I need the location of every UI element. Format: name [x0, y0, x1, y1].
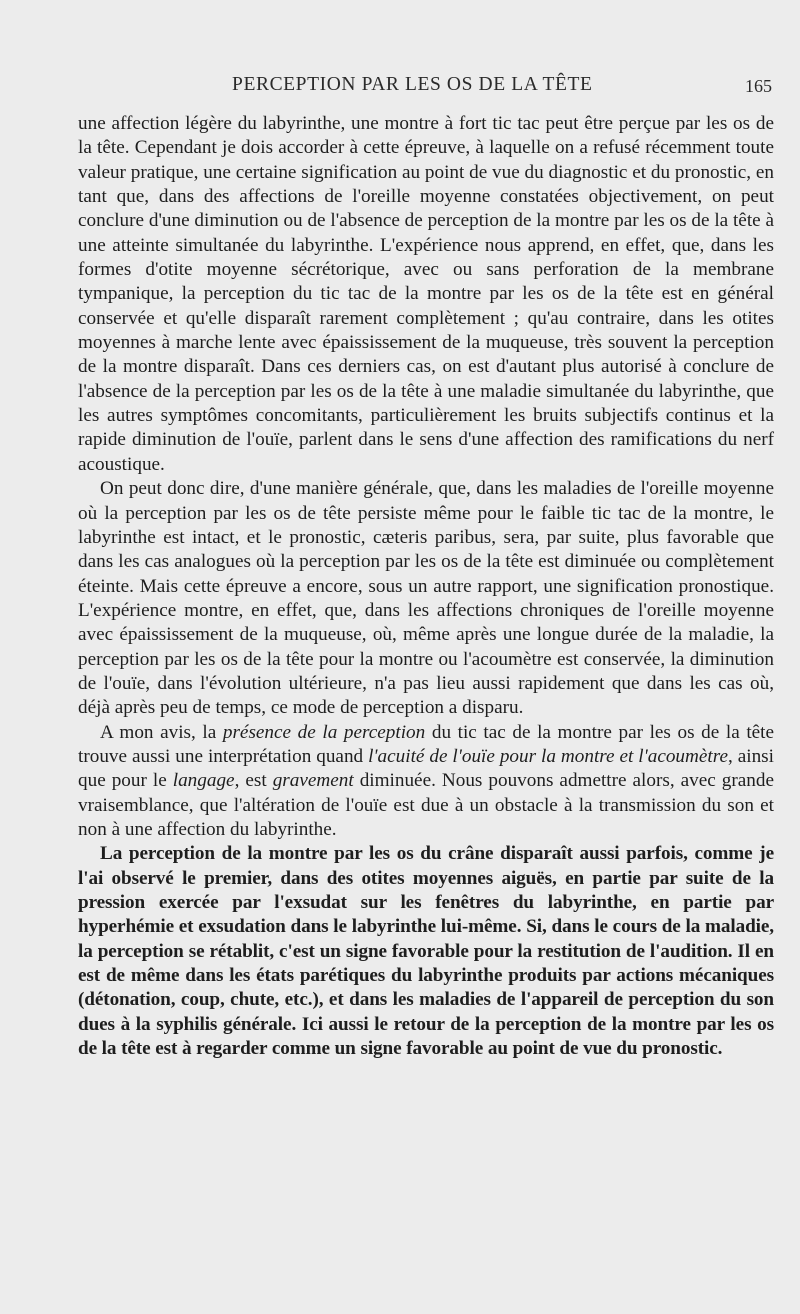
paragraph-2 — [78, 477, 774, 720]
body-text — [78, 112, 774, 1061]
paragraph-1 — [78, 112, 774, 477]
italic-phrase: langage — [172, 770, 235, 792]
page-number: 165 — [745, 76, 772, 96]
paragraph-4 — [78, 842, 774, 1061]
paragraph-3 — [78, 721, 774, 843]
text-run: La perception de la montre par les os du crâne disparaît aussi parfois, comme je l'ai observé le premier, dans des otites moyennes aiguës, en partie par suite de la pression exercée par l'exsudat sur les fenêtres du labyrinthe, en partie par hyperhémie et exsudation dans le labyrinthe lui-même. Si, dans le cours de la maladie, la perception se rétablit, c'est un signe favorable pour la restitution de l'audition. Il en est de même dans les états parétiques du labyrinthe produits par actions mécaniques (détonation, coup, chute, etc.), et dans les maladies de l'appareil de perception du son dues à la syphilis générale. Ici aussi le retour de la perception de la montre par les os de la tête est à regarder comme un signe favorable au point de vue du pronostic. — [78, 843, 774, 1060]
text-run: A mon avis, la — [100, 721, 223, 743]
text-run: , ainsi que pour le — [78, 745, 774, 792]
italic-phrase: gravement — [272, 770, 354, 792]
running-title: PERCEPTION PAR LES OS DE LA TÊTE — [232, 74, 593, 95]
text-run: diminuée. Nous pouvons admettre alors, avec grande vraisemblance, que l'altération de l'ouïe est due à un obstacle à la transmission du son et non à une affection du labyrinthe. — [78, 770, 774, 840]
text-run: , est — [234, 770, 273, 792]
text-run: On peut donc dire, d'une manière générale, que, dans les maladies de l'oreille moyenne où la perception par les os de tête persiste même pour le faible tic tac de la montre, le labyrinthe est intact, et le pronostic, cæteris paribus, sera, par suite, plus favorable que dans les cas analogues où la perception par les os de la tête est diminuée ou complètement éteinte. Mais cette épreuve a encore, sous un autre rapport, une signification pronostique. L'expérience montre, en effet, que, dans les affections chroniques de l'oreille moyenne avec épaississement de la muqueuse, où, même après une longue durée de la maladie, la perception par les os de la tête pour la montre ou l'acoumètre est conservée, la diminution de l'ouïe, dans l'évolution ultérieure, n'a pas lieu aussi rapidement que dans les cas où, déjà après peu de temps, ce mode de perception a disparu. — [78, 478, 774, 719]
italic-phrase: présence de la perception — [222, 721, 426, 743]
text-run: une affection légère du labyrinthe, une montre à fort tic tac peut être perçue par les os de la tête. Cependant je dois accorder à cette épreuve, à laquelle on a refusé récemment toute valeur pratique, une certaine signification au point de vue du diagnostic et du pronostic, en tant que, dans des affections de l'oreille moyenne constatées objectivement, on peut conclure d'une diminution ou de l'absence de perception de la montre par les os de la tête à une atteinte simultanée du labyrinthe. L'expérience nous apprend, en effet, que, dans les formes d'otite moyenne sécrétorique, avec ou sans perforation de la membrane tympanique, la perception du tic tac de la montre par les os de la tête est en général conservée et qu'elle disparaît rarement complètement ; qu'au contraire, dans les otites moyennes à marche lente avec épaississement de la muqueuse, très souvent la perception de la montre disparaît. Dans ces derniers cas, on est d'autant plus autorisé à conclure de l'absence de la perception par les os de la tête à une maladie simultanée du labyrinthe, que les autres symptômes concomitants, particulièrement les bruits subjectifs continus et la rapide diminution de l'ouïe, parlent dans le sens d'une affection des ramifications du nerf acoustique. — [78, 113, 774, 475]
text-run: du tic tac de la montre par les os de la tête trouve aussi une interprétation quand — [78, 721, 775, 767]
italic-phrase: l'acuité de l'ouïe pour la montre et l'acoumètre — [368, 745, 728, 767]
page-header — [78, 74, 776, 98]
